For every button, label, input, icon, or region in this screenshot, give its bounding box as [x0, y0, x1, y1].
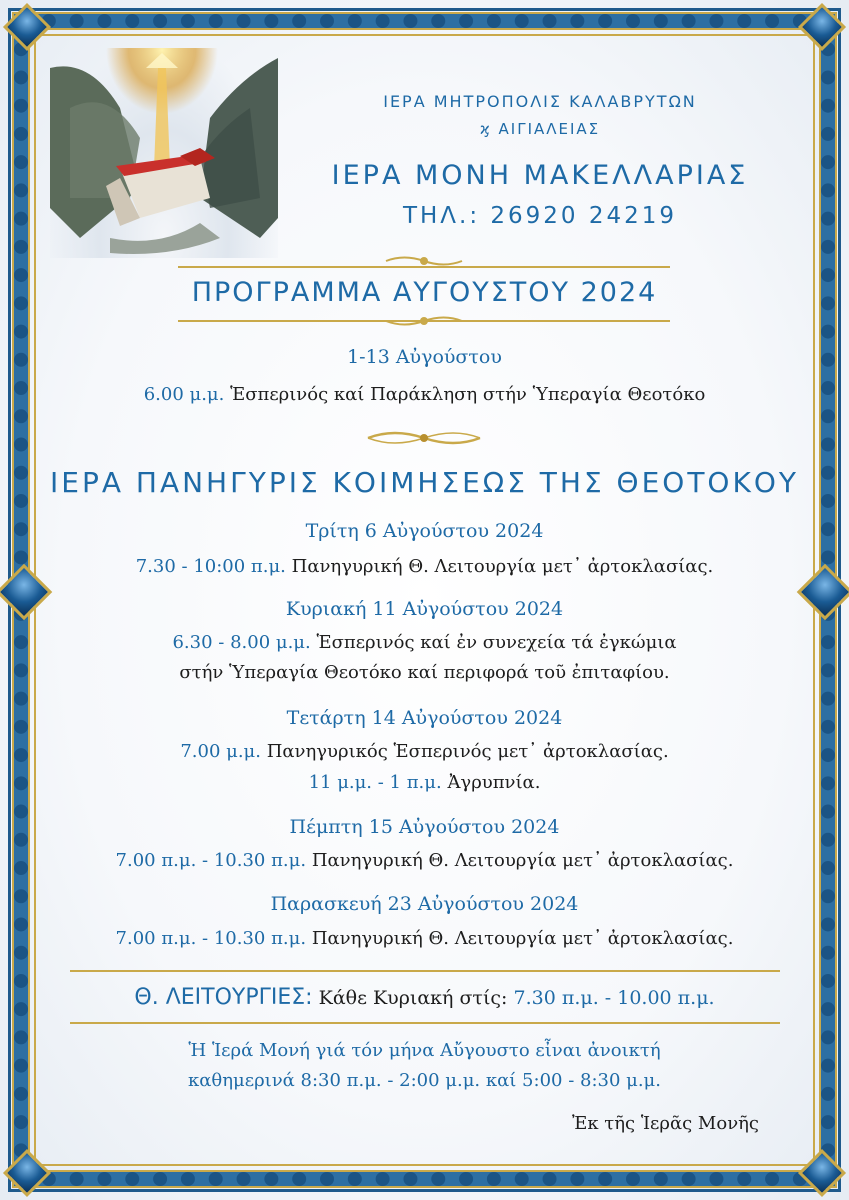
gold-divider-line [70, 1022, 780, 1024]
monastery-painting-icon [50, 48, 278, 258]
metropolis-title: ΙΕΡΑ ΜΗΤΡΟΠΟΛΙΣ ΚΑΛΑΒΡΥΤΩΝ [383, 92, 697, 111]
day-date: Τρίτη 6 Αὐγούστου 2024 [305, 520, 544, 542]
signature: Ἐκ τῆς Ἱερᾶς Μονῆς [571, 1113, 759, 1134]
day-date: Κυριακή 11 Αὐγούστου 2024 [285, 598, 564, 620]
day-line [40, 556, 809, 577]
day-line-time: 7.00 π.μ. - 10.30 π.μ. [115, 928, 307, 949]
day-date: Πέμπτη 15 Αὐγούστου 2024 [289, 816, 560, 838]
first-block-line [40, 384, 809, 405]
first-block-text: Ἑσπερινός καί Παράκληση στήν Ὑπεραγία Θεοτόκο [230, 384, 706, 405]
liturgies-time: 7.30 π.μ. - 10.00 π.μ. [513, 987, 715, 1009]
day-line [40, 772, 809, 793]
day-date: Τετάρτη 14 Αὐγούστου 2024 [286, 707, 563, 729]
first-block-time: 6.00 μ.μ. [143, 384, 225, 405]
program-title: ΠΡΟΓΡΑΜΜΑ ΑΥΓΟΥΣΤΟΥ 2024 [191, 277, 658, 308]
feast-title: ΙΕΡΑ ΠΑΝΗΓΥΡΙΣ ΚΟΙΜΗΣΕΩΣ ΤΗΣ ΘΕΟΤΟΚΟΥ [50, 466, 799, 499]
monastery-painting [50, 48, 278, 258]
monastery-name: ΙΕΡΑ ΜΟΝΗ ΜΑΚΕΛΛΑΡΙΑΣ [331, 160, 749, 191]
day-line-time: 7.30 - 10:00 π.μ. [135, 556, 286, 577]
phone-number: ΤΗΛ.: 26920 24219 [402, 203, 678, 229]
metropolis-subtitle: ϗ ΑΙΓΙΑΛΕΙΑΣ [479, 120, 601, 138]
day-line-time: 11 μ.μ. - 1 π.μ. [308, 772, 442, 793]
day-line [40, 928, 809, 949]
day-date: Παρασκευή 23 Αὐγούστου 2024 [270, 893, 579, 915]
gold-divider-line [70, 970, 780, 972]
day-line-text: Πανηγυρική Θ. Λειτουργία μετ᾽ ἀρτοκλασίας. [291, 556, 714, 577]
day-line-time: 6.30 - 8.00 μ.μ. [172, 632, 311, 653]
day-line [40, 741, 809, 762]
day-line-text: Πανηγυρική Θ. Λειτουργία μετ᾽ ἀρτοκλασίας. [311, 928, 734, 949]
day-line [40, 662, 809, 683]
day-line-text: Ἀγρυπνία. [447, 772, 541, 793]
opening-line-1: Ἡ Ἱερά Μονή γιά τόν μήνα Αὔγουστο εἶναι ἀνοικτή [188, 1040, 661, 1061]
day-line [40, 850, 809, 871]
first-block-date: 1-13 Αὐγούστου [347, 346, 502, 368]
liturgies-label: Θ. ΛΕΙΤΟΥΡΓΙΕΣ: [134, 985, 313, 1010]
liturgies-text: Κάθε Κυριακή στίς: [318, 987, 508, 1009]
day-line-time: 7.00 μ.μ. [180, 741, 261, 762]
day-line-text: Ἑσπερινός καί ἐν συνεχεία τά ἐγκώμια [316, 632, 677, 653]
day-line-text: Πανηγυρική Θ. Λειτουργία μετ᾽ ἀρτοκλασίας. [311, 850, 734, 871]
day-line [40, 632, 809, 653]
gold-divider-icon [364, 428, 484, 448]
liturgies-line [40, 985, 809, 1010]
day-line-text: στήν Ὑπεραγία Θεοτόκο καί περιφορά τοῦ ἐπιταφίου. [179, 662, 670, 683]
day-line-time: 7.00 π.μ. - 10.30 π.μ. [115, 850, 307, 871]
day-line-text: Πανηγυρικός Ἑσπερινός μετ᾽ ἀρτοκλασίας. [266, 741, 669, 762]
opening-line-2: καθημερινά 8:30 π.μ. - 2:00 μ.μ. καί 5:00 - 8:30 μ.μ. [188, 1070, 661, 1091]
gold-ornament-icon [384, 314, 464, 328]
gold-rule-top [178, 266, 670, 268]
